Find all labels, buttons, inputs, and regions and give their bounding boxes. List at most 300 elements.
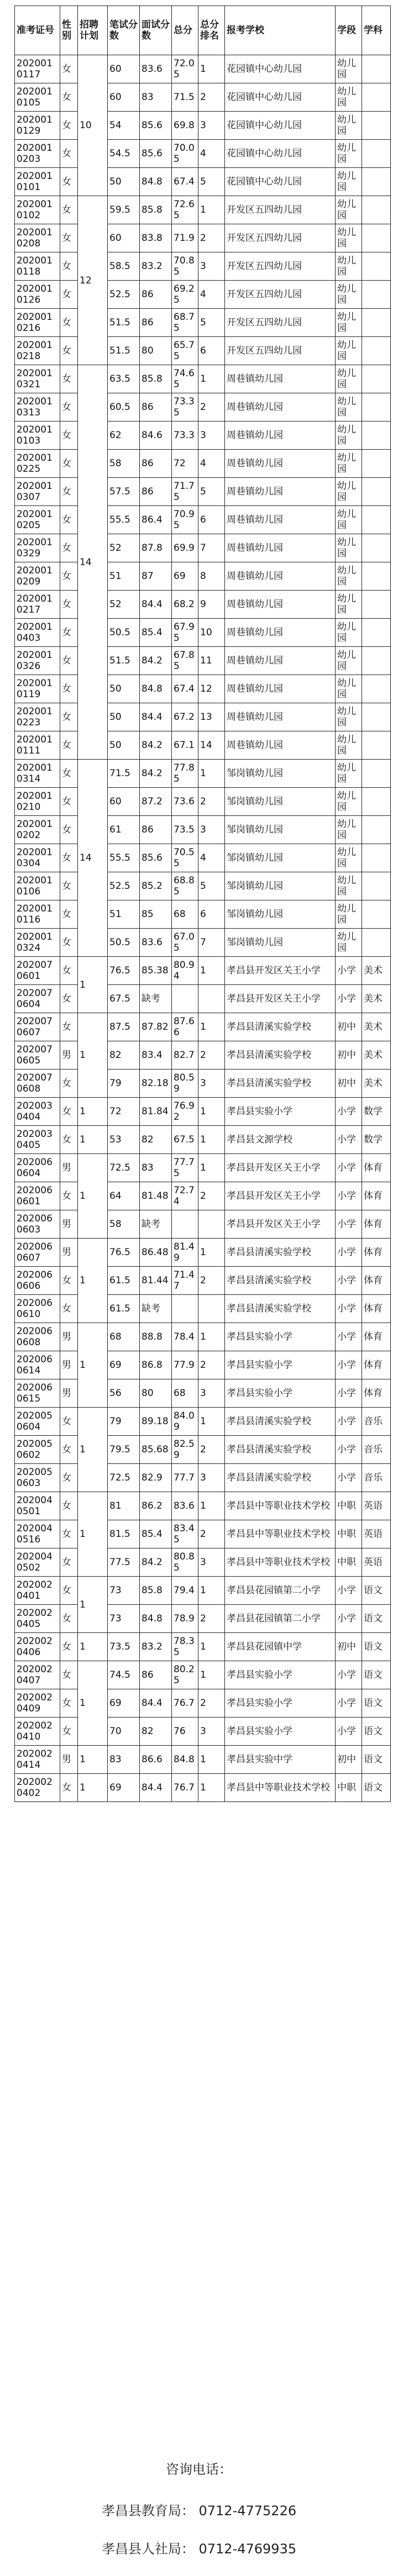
cell-total-score: 80.94 (172, 957, 198, 985)
cell-interview-score: 83.6 (140, 929, 172, 957)
cell-stage: 幼儿园 (336, 534, 362, 562)
cell-interview-score: 81.84 (140, 1098, 172, 1126)
cell-exam-id: 2020010304 (15, 844, 60, 872)
table-row (15, 1182, 391, 1210)
cell-total-score: 73.5 (172, 816, 198, 844)
cell-subject: 体育 (362, 1267, 391, 1295)
table-row (15, 562, 391, 591)
cell-school: 周巷镇幼儿园 (225, 506, 336, 534)
cell-stage: 初中 (336, 1041, 362, 1070)
cell-stage: 小学 (336, 1295, 362, 1323)
cell-stage: 中职 (336, 1548, 362, 1577)
table-row (15, 1436, 391, 1464)
cell-plan: 14 (78, 365, 108, 760)
cell-written-score: 50 (108, 703, 140, 731)
cell-school: 周巷镇幼儿园 (225, 591, 336, 619)
cell-total-score: 76.7 (172, 1689, 198, 1718)
table-row (15, 760, 391, 788)
cell-total-score: 80.59 (172, 1070, 198, 1098)
table-row (15, 788, 391, 816)
table-row (15, 1718, 391, 1746)
cell-total-score: 82.7 (172, 1041, 198, 1070)
contact-info (0, 2458, 398, 2576)
cell-school: 孝昌县清溪实验学校 (225, 1295, 336, 1323)
cell-gender: 女 (60, 55, 78, 83)
cell-school: 孝昌县实验小学 (225, 1718, 336, 1746)
cell-rank: 2 (198, 788, 225, 816)
cell-exam-id: 2020010314 (15, 760, 60, 788)
cell-rank: 1 (198, 196, 225, 224)
cell-stage: 小学 (336, 1464, 362, 1492)
cell-gender: 女 (60, 168, 78, 196)
cell-school: 孝昌县花园镇第二小学 (225, 1577, 336, 1605)
cell-written-score: 54 (108, 112, 140, 140)
cell-written-score: 51.5 (108, 337, 140, 365)
cell-gender: 女 (60, 478, 78, 506)
cell-interview-score: 85.4 (140, 619, 172, 647)
cell-subject (362, 309, 391, 337)
cell-written-score: 57.5 (108, 478, 140, 506)
cell-stage: 幼儿园 (336, 281, 362, 309)
cell-total-score: 72.65 (172, 196, 198, 224)
cell-school: 开发区五四幼儿园 (225, 224, 336, 252)
cell-school: 开发区五四幼儿园 (225, 281, 336, 309)
cell-school: 孝昌县实验小学 (225, 1379, 336, 1408)
cell-interview-score: 85.68 (140, 1436, 172, 1464)
cell-total-score: 84.8 (172, 1746, 198, 1774)
cell-gender: 男 (60, 1210, 78, 1239)
cell-interview-score: 82 (140, 1718, 172, 1746)
cell-school: 孝昌县清溪实验学校 (225, 1070, 336, 1098)
cell-subject (362, 872, 391, 900)
cell-written-score: 77.5 (108, 1548, 140, 1577)
cell-total-score: 80.25 (172, 1661, 198, 1689)
cell-interview-score: 86.6 (140, 1746, 172, 1774)
cell-gender: 女 (60, 788, 78, 816)
cell-exam-id: 2020060614 (15, 1351, 60, 1379)
cell-school: 孝昌县开发区关王小学 (225, 1210, 336, 1239)
cell-school: 周巷镇幼儿园 (225, 422, 336, 450)
cell-total-score: 70.85 (172, 252, 198, 281)
cell-plan: 1 (78, 1661, 108, 1746)
contact-title: 咨询电话： (166, 2462, 232, 2477)
cell-written-score: 87.5 (108, 1013, 140, 1041)
table-row (15, 1605, 391, 1633)
cell-rank: 1 (198, 1577, 225, 1605)
cell-school: 开发区五四幼儿园 (225, 252, 336, 281)
cell-exam-id: 2020010118 (15, 252, 60, 281)
cell-interview-score: 85.8 (140, 365, 172, 393)
cell-interview-score: 87.2 (140, 788, 172, 816)
cell-total-score: 67.4 (172, 168, 198, 196)
cell-gender: 女 (60, 450, 78, 478)
cell-school: 周巷镇幼儿园 (225, 619, 336, 647)
cell-rank: 3 (198, 422, 225, 450)
cell-school: 孝昌县清溪实验学校 (225, 1408, 336, 1436)
cell-subject: 体育 (362, 1210, 391, 1239)
header-gender: 性别 (60, 6, 78, 55)
header-subject: 学科 (362, 6, 391, 55)
cell-subject: 美术 (362, 1041, 391, 1070)
cell-rank: 1 (198, 1126, 225, 1154)
cell-exam-id: 2020050602 (15, 1436, 60, 1464)
cell-exam-id: 2020020410 (15, 1718, 60, 1746)
cell-subject: 美术 (362, 1070, 391, 1098)
cell-stage: 幼儿园 (336, 224, 362, 252)
cell-subject (362, 112, 391, 140)
cell-interview-score: 87 (140, 562, 172, 591)
cell-rank: 4 (198, 844, 225, 872)
cell-subject: 语文 (362, 1746, 391, 1774)
cell-subject: 数学 (362, 1098, 391, 1126)
cell-rank: 11 (198, 647, 225, 675)
cell-exam-id: 2020020405 (15, 1605, 60, 1633)
cell-rank: 1 (198, 1746, 225, 1774)
cell-total-score: 70.95 (172, 506, 198, 534)
cell-exam-id: 2020010210 (15, 788, 60, 816)
cell-rank (198, 985, 225, 1013)
cell-written-score: 67.5 (108, 985, 140, 1013)
cell-total-score: 78.9 (172, 1605, 198, 1633)
cell-stage: 幼儿园 (336, 112, 362, 140)
cell-interview-score: 85 (140, 900, 172, 929)
cell-written-score: 56 (108, 1379, 140, 1408)
cell-interview-score: 85.6 (140, 844, 172, 872)
cell-gender: 女 (60, 1126, 78, 1154)
cell-total-score: 68.75 (172, 309, 198, 337)
cell-written-score: 53 (108, 1126, 140, 1154)
cell-rank: 4 (198, 450, 225, 478)
table-body (15, 55, 391, 1802)
cell-interview-score: 83.2 (140, 252, 172, 281)
cell-gender: 女 (60, 422, 78, 450)
cell-written-score: 61.5 (108, 1295, 140, 1323)
cell-exam-id: 2020020401 (15, 1577, 60, 1605)
cell-rank: 10 (198, 619, 225, 647)
cell-rank: 5 (198, 872, 225, 900)
table-row (15, 1661, 391, 1689)
cell-rank: 2 (198, 393, 225, 422)
cell-exam-id: 2020010313 (15, 393, 60, 422)
cell-gender: 女 (60, 337, 78, 365)
cell-exam-id: 2020010102 (15, 196, 60, 224)
cell-interview-score: 86 (140, 450, 172, 478)
cell-stage: 小学 (336, 1661, 362, 1689)
cell-plan: 14 (78, 760, 108, 957)
cell-exam-id: 2020020407 (15, 1661, 60, 1689)
table-row (15, 534, 391, 562)
cell-stage: 小学 (336, 1210, 362, 1239)
cell-rank: 1 (198, 760, 225, 788)
table-row (15, 703, 391, 731)
cell-interview-score: 87.82 (140, 1013, 172, 1041)
cell-stage: 小学 (336, 1379, 362, 1408)
cell-interview-score: 83 (140, 1154, 172, 1182)
cell-school: 周巷镇幼儿园 (225, 562, 336, 591)
cell-gender: 女 (60, 1492, 78, 1520)
cell-stage: 幼儿园 (336, 844, 362, 872)
cell-written-score: 52 (108, 534, 140, 562)
cell-school: 孝昌县中等职业技术学校 (225, 1774, 336, 1802)
cell-total-score: 83.45 (172, 1520, 198, 1548)
cell-interview-score: 84.6 (140, 422, 172, 450)
cell-written-score: 50 (108, 168, 140, 196)
cell-written-score: 74.5 (108, 1661, 140, 1689)
cell-stage: 幼儿园 (336, 929, 362, 957)
cell-gender: 女 (60, 591, 78, 619)
cell-total-score: 67.95 (172, 619, 198, 647)
cell-gender: 女 (60, 731, 78, 760)
cell-plan: 1 (78, 1633, 108, 1661)
cell-interview-score: 84.8 (140, 675, 172, 703)
cell-total-score: 68.85 (172, 872, 198, 900)
cell-written-score: 63.5 (108, 365, 140, 393)
cell-school: 周巷镇幼儿园 (225, 703, 336, 731)
cell-written-score: 51.5 (108, 647, 140, 675)
cell-school: 邹岗镇幼儿园 (225, 788, 336, 816)
cell-school: 开发区五四幼儿园 (225, 337, 336, 365)
cell-exam-id: 2020070601 (15, 957, 60, 985)
cell-gender: 女 (60, 1295, 78, 1323)
cell-exam-id: 2020010117 (15, 55, 60, 83)
cell-exam-id: 2020010101 (15, 168, 60, 196)
cell-interview-score: 81.48 (140, 1182, 172, 1210)
cell-subject (362, 647, 391, 675)
cell-exam-id: 2020010129 (15, 112, 60, 140)
cell-stage: 小学 (336, 985, 362, 1013)
cell-stage: 初中 (336, 1013, 362, 1041)
cell-gender: 男 (60, 1154, 78, 1182)
cell-stage: 小学 (336, 1436, 362, 1464)
cell-written-score: 55.5 (108, 506, 140, 534)
cell-school: 开发区五四幼儿园 (225, 309, 336, 337)
table-row (15, 1689, 391, 1718)
table-row (15, 900, 391, 929)
cell-interview-score: 83.8 (140, 224, 172, 252)
cell-total-score: 67.5 (172, 1126, 198, 1154)
cell-subject: 语文 (362, 1577, 391, 1605)
cell-total-score: 69.9 (172, 534, 198, 562)
cell-written-score: 60.5 (108, 393, 140, 422)
cell-interview-score: 86 (140, 816, 172, 844)
cell-subject (362, 900, 391, 929)
table-row (15, 337, 391, 365)
table-row (15, 844, 391, 872)
cell-total-score: 77.9 (172, 1351, 198, 1379)
cell-stage: 中职 (336, 1520, 362, 1548)
cell-interview-score: 85.6 (140, 140, 172, 168)
cell-exam-id: 2020060603 (15, 1210, 60, 1239)
cell-written-score: 50.5 (108, 929, 140, 957)
cell-interview-score: 88.8 (140, 1323, 172, 1351)
cell-gender: 女 (60, 1098, 78, 1126)
cell-plan: 12 (78, 196, 108, 365)
cell-exam-id: 2020020409 (15, 1689, 60, 1718)
cell-gender: 男 (60, 1323, 78, 1351)
cell-gender: 女 (60, 281, 78, 309)
table-row (15, 1379, 391, 1408)
cell-stage: 小学 (336, 1689, 362, 1718)
cell-total-score: 76.7 (172, 1774, 198, 1802)
cell-school: 孝昌县清溪实验学校 (225, 1464, 336, 1492)
cell-stage: 幼儿园 (336, 55, 362, 83)
cell-stage: 初中 (336, 1746, 362, 1774)
cell-total-score: 67.05 (172, 929, 198, 957)
cell-exam-id: 2020010205 (15, 506, 60, 534)
cell-exam-id: 2020010403 (15, 619, 60, 647)
cell-written-score: 50 (108, 675, 140, 703)
cell-rank: 3 (198, 1070, 225, 1098)
table-row (15, 647, 391, 675)
cell-rank: 6 (198, 506, 225, 534)
cell-written-score: 72.5 (108, 1154, 140, 1182)
cell-stage: 幼儿园 (336, 760, 362, 788)
table-row (15, 591, 391, 619)
cell-stage: 小学 (336, 1098, 362, 1126)
cell-gender: 女 (60, 760, 78, 788)
cell-rank: 2 (198, 224, 225, 252)
table-row (15, 1070, 391, 1098)
table-row (15, 83, 391, 112)
cell-subject: 英语 (362, 1520, 391, 1548)
table-row (15, 1464, 391, 1492)
cell-written-score: 52 (108, 591, 140, 619)
cell-rank: 1 (198, 1408, 225, 1436)
table-row (15, 1577, 391, 1605)
cell-plan: 1 (78, 1126, 108, 1154)
table-row (15, 1126, 391, 1154)
cell-gender: 女 (60, 1013, 78, 1041)
table-row (15, 196, 391, 224)
cell-subject (362, 929, 391, 957)
cell-gender: 女 (60, 1520, 78, 1548)
table-header-row (15, 6, 391, 55)
cell-subject: 体育 (362, 1323, 391, 1351)
cell-gender: 女 (60, 1267, 78, 1295)
cell-stage: 小学 (336, 1605, 362, 1633)
cell-written-score: 83 (108, 1746, 140, 1774)
cell-exam-id: 2020010203 (15, 140, 60, 168)
cell-total-score: 68 (172, 1379, 198, 1408)
table-row (15, 619, 391, 647)
cell-exam-id: 2020010116 (15, 900, 60, 929)
cell-total-score: 78.35 (172, 1633, 198, 1661)
cell-gender: 男 (60, 1351, 78, 1379)
cell-gender: 女 (60, 872, 78, 900)
cell-exam-id: 2020010202 (15, 816, 60, 844)
cell-plan: 1 (78, 1154, 108, 1239)
table-row (15, 1239, 391, 1267)
table-row (15, 872, 391, 900)
cell-gender: 男 (60, 1041, 78, 1070)
header-stage: 学段 (336, 6, 362, 55)
cell-exam-id: 2020030404 (15, 1098, 60, 1126)
cell-exam-id: 2020070607 (15, 1013, 60, 1041)
cell-plan: 1 (78, 957, 108, 1013)
cell-school: 花园镇中心幼儿园 (225, 83, 336, 112)
cell-subject (362, 168, 391, 196)
cell-written-score: 73 (108, 1577, 140, 1605)
cell-written-score: 52.5 (108, 872, 140, 900)
cell-interview-score: 81.44 (140, 1267, 172, 1295)
cell-interview-score: 80 (140, 1379, 172, 1408)
cell-exam-id: 2020040501 (15, 1492, 60, 1520)
table-row (15, 478, 391, 506)
cell-rank: 2 (198, 1436, 225, 1464)
header-rank: 总分排名 (198, 6, 225, 55)
cell-stage: 幼儿园 (336, 591, 362, 619)
cell-rank: 2 (198, 1689, 225, 1718)
cell-subject (362, 675, 391, 703)
cell-rank: 6 (198, 337, 225, 365)
cell-gender: 女 (60, 1070, 78, 1098)
cell-written-score: 73 (108, 1605, 140, 1633)
cell-stage: 中职 (336, 1492, 362, 1520)
cell-gender: 男 (60, 1379, 78, 1408)
cell-total-score: 76 (172, 1718, 198, 1746)
cell-stage: 幼儿园 (336, 252, 362, 281)
table-row (15, 1154, 391, 1182)
cell-exam-id: 2020010217 (15, 591, 60, 619)
cell-school: 孝昌县花园镇中学 (225, 1633, 336, 1661)
cell-rank: 1 (198, 1098, 225, 1126)
cell-total-score: 71.47 (172, 1267, 198, 1295)
cell-stage: 幼儿园 (336, 647, 362, 675)
cell-total-score: 72 (172, 450, 198, 478)
cell-rank: 1 (198, 1661, 225, 1689)
cell-rank: 1 (198, 957, 225, 985)
cell-subject: 英语 (362, 1492, 391, 1520)
cell-exam-id: 2020050603 (15, 1464, 60, 1492)
cell-gender: 女 (60, 1633, 78, 1661)
cell-exam-id: 2020010324 (15, 929, 60, 957)
cell-rank: 2 (198, 1605, 225, 1633)
cell-interview-score: 85.8 (140, 196, 172, 224)
cell-gender: 女 (60, 112, 78, 140)
cell-stage: 幼儿园 (336, 562, 362, 591)
table-row (15, 252, 391, 281)
cell-gender: 男 (60, 1746, 78, 1774)
cell-subject (362, 731, 391, 760)
cell-written-score: 54.5 (108, 140, 140, 168)
cell-subject (362, 760, 391, 788)
cell-school: 孝昌县中等职业技术学校 (225, 1520, 336, 1548)
cell-gender: 女 (60, 365, 78, 393)
cell-gender: 女 (60, 83, 78, 112)
cell-plan: 1 (78, 1746, 108, 1774)
cell-stage: 中职 (336, 1774, 362, 1802)
cell-rank (198, 1295, 225, 1323)
cell-stage: 小学 (336, 1239, 362, 1267)
cell-gender: 女 (60, 1718, 78, 1746)
cell-school: 邹岗镇幼儿园 (225, 816, 336, 844)
table-row (15, 309, 391, 337)
cell-rank: 1 (198, 1013, 225, 1041)
cell-exam-id: 2020010208 (15, 224, 60, 252)
cell-written-score: 58.5 (108, 252, 140, 281)
cell-subject (362, 224, 391, 252)
cell-gender: 女 (60, 957, 78, 985)
cell-school: 孝昌县实验小学 (225, 1323, 336, 1351)
table-row (15, 55, 391, 83)
cell-total-score: 87.66 (172, 1013, 198, 1041)
cell-total-score: 84.09 (172, 1408, 198, 1436)
table-row (15, 1746, 391, 1774)
cell-written-score: 76.5 (108, 957, 140, 985)
cell-exam-id: 2020060607 (15, 1239, 60, 1267)
cell-school: 孝昌县清溪实验学校 (225, 1267, 336, 1295)
cell-stage: 小学 (336, 1323, 362, 1351)
